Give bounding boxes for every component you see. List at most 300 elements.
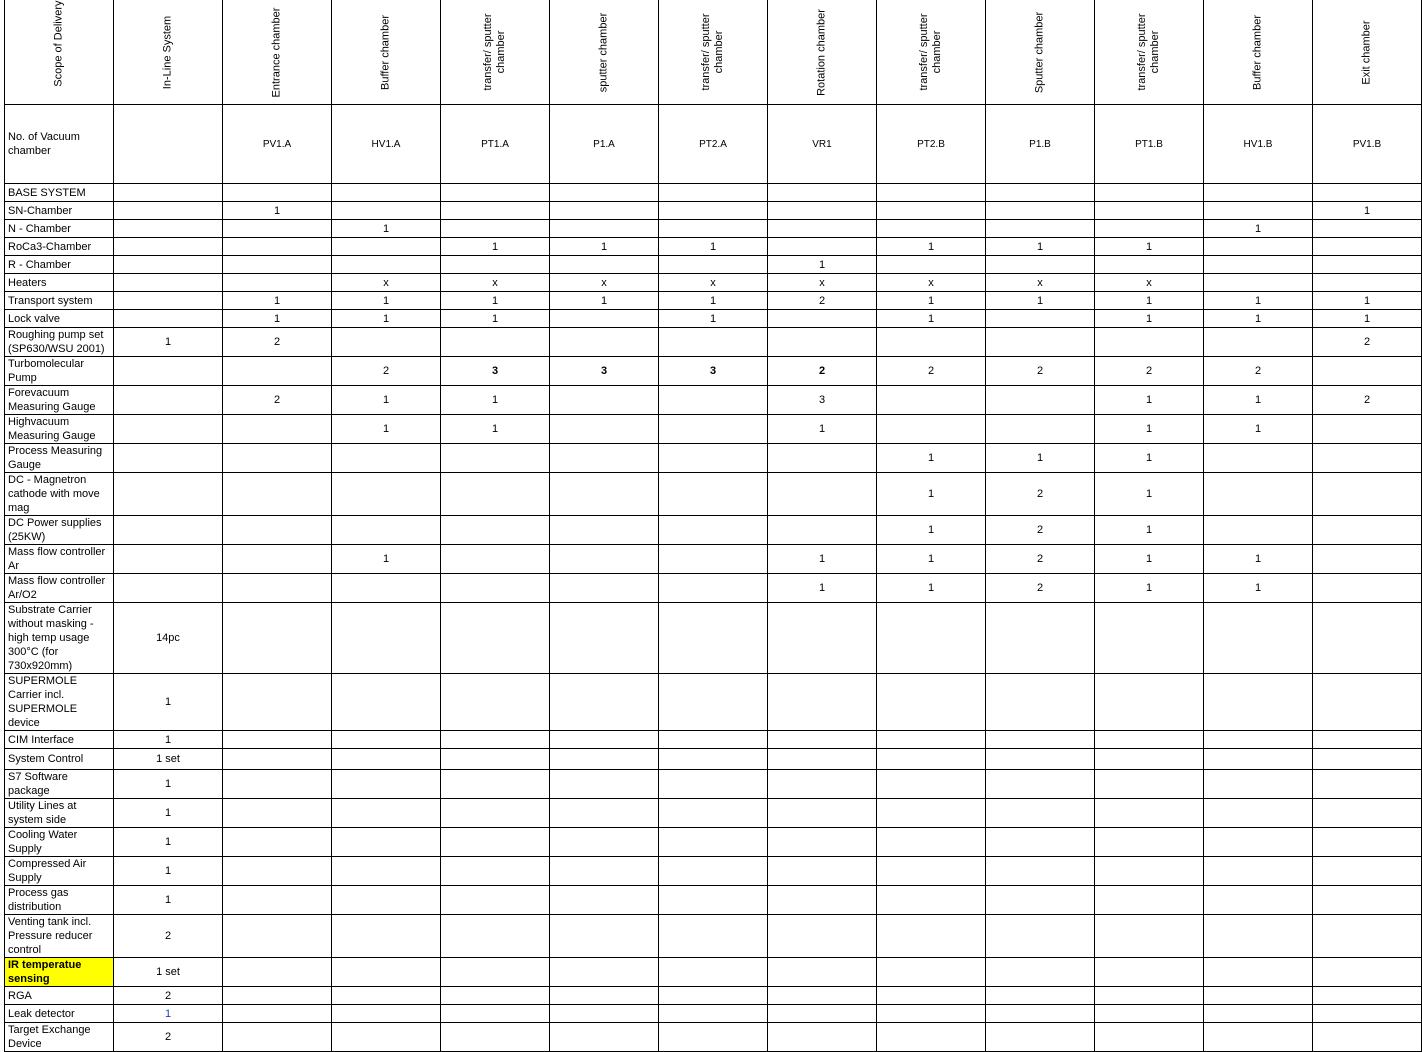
table-cell: 1 — [986, 444, 1095, 473]
table-cell — [659, 220, 768, 238]
table-cell — [1313, 731, 1422, 749]
row-label: Transport system — [5, 292, 114, 310]
table-cell: 1 — [877, 444, 986, 473]
table-cell — [1313, 256, 1422, 274]
table-cell — [659, 828, 768, 857]
vacuum-chamber-code — [114, 105, 223, 184]
table-cell — [1095, 857, 1204, 886]
table-cell: 1 — [441, 386, 550, 415]
row-label: Lock valve — [5, 310, 114, 328]
table-cell — [223, 770, 332, 799]
table-row — [5, 357, 1422, 386]
column-header-10 — [1204, 0, 1313, 105]
table-cell — [550, 857, 659, 886]
table-cell — [1204, 770, 1313, 799]
table-cell — [659, 958, 768, 987]
empty-cell — [986, 184, 1095, 202]
table-cell — [223, 444, 332, 473]
table-cell — [441, 220, 550, 238]
table-cell — [550, 799, 659, 828]
table-row — [5, 238, 1422, 256]
table-cell: 1 — [332, 415, 441, 444]
table-cell — [659, 574, 768, 603]
table-cell: 1 — [1095, 310, 1204, 328]
column-header-label: Rotation chamber — [815, 8, 828, 96]
table-cell: 1 — [1204, 415, 1313, 444]
table-cell — [550, 886, 659, 915]
row-label: Leak detector — [5, 1005, 114, 1023]
table-cell — [550, 603, 659, 674]
table-cell — [986, 603, 1095, 674]
table-cell — [877, 770, 986, 799]
table-cell — [332, 987, 441, 1005]
table-row — [5, 770, 1422, 799]
table-cell — [332, 828, 441, 857]
table-cell: 1 — [223, 292, 332, 310]
table-cell: 1 — [1095, 238, 1204, 256]
table-cell: 2 — [1313, 386, 1422, 415]
column-header-label: Buffer chamber — [1251, 14, 1264, 90]
row-label: Mass flow controller Ar/O2 — [5, 574, 114, 603]
table-row — [5, 828, 1422, 857]
table-row — [5, 1005, 1422, 1023]
table-cell — [877, 202, 986, 220]
table-cell — [332, 674, 441, 731]
table-cell — [332, 749, 441, 770]
row-label: SUPERMOLE Carrier incl. SUPERMOLE device — [5, 674, 114, 731]
table-cell — [441, 256, 550, 274]
table-row — [5, 958, 1422, 987]
table-cell — [659, 202, 768, 220]
table-cell — [659, 473, 768, 516]
table-cell: 1 — [1095, 574, 1204, 603]
table-cell — [223, 516, 332, 545]
table-cell — [332, 473, 441, 516]
column-header-label: transfer/ sputter chamber — [1136, 13, 1161, 91]
table-cell: 2 — [1204, 357, 1313, 386]
table-cell — [223, 958, 332, 987]
table-row — [5, 603, 1422, 674]
scope-of-delivery-label: Scope of Delivery — [52, 0, 65, 87]
table-cell: 2 — [114, 1023, 223, 1052]
table-cell — [1313, 886, 1422, 915]
table-cell: 2 — [877, 357, 986, 386]
row-label: RGA — [5, 987, 114, 1005]
table-cell — [1204, 256, 1313, 274]
empty-cell — [659, 184, 768, 202]
table-cell — [550, 674, 659, 731]
table-cell — [768, 516, 877, 545]
table-cell — [1095, 220, 1204, 238]
table-cell — [1313, 674, 1422, 731]
table-cell — [1095, 603, 1204, 674]
table-cell — [1313, 357, 1422, 386]
table-cell: x — [659, 274, 768, 292]
table-cell — [1204, 274, 1313, 292]
table-cell: 1 — [877, 473, 986, 516]
table-cell: x — [768, 274, 877, 292]
row-label: Utility Lines at system side — [5, 799, 114, 828]
table-cell — [877, 828, 986, 857]
table-row — [5, 545, 1422, 574]
table-cell: 1 — [441, 292, 550, 310]
table-cell — [223, 915, 332, 958]
table-cell: 1 — [1204, 386, 1313, 415]
table-cell — [1204, 328, 1313, 357]
vacuum-chamber-code: PV1.B — [1313, 105, 1422, 184]
table-cell — [441, 749, 550, 770]
table-cell: 1 — [659, 238, 768, 256]
table-cell — [1313, 444, 1422, 473]
table-cell — [223, 749, 332, 770]
table-cell — [114, 574, 223, 603]
table-cell — [659, 674, 768, 731]
table-cell: 1 — [877, 574, 986, 603]
table-cell: x — [550, 274, 659, 292]
table-cell — [550, 1005, 659, 1023]
table-cell — [986, 202, 1095, 220]
table-cell: 2 — [986, 473, 1095, 516]
table-cell — [1204, 958, 1313, 987]
table-cell — [550, 516, 659, 545]
table-cell: 14pc — [114, 603, 223, 674]
table-cell: 1 — [1313, 202, 1422, 220]
table-cell — [768, 202, 877, 220]
table-cell: 2 — [768, 357, 877, 386]
row-label: RoCa3-Chamber — [5, 238, 114, 256]
table-cell — [768, 1023, 877, 1052]
table-cell — [223, 545, 332, 574]
table-cell — [877, 958, 986, 987]
table-cell — [441, 328, 550, 357]
row-label: Mass flow controller Ar — [5, 545, 114, 574]
table-cell — [332, 886, 441, 915]
table-row — [5, 274, 1422, 292]
table-cell — [1204, 987, 1313, 1005]
table-cell — [223, 1023, 332, 1052]
table-cell — [1204, 238, 1313, 256]
table-cell: 1 — [114, 857, 223, 886]
table-cell — [550, 473, 659, 516]
table-cell — [986, 731, 1095, 749]
row-label: DC - Magnetron cathode with move mag — [5, 473, 114, 516]
table-cell — [1095, 731, 1204, 749]
table-cell — [1204, 915, 1313, 958]
table-row — [5, 857, 1422, 886]
table-cell: 1 — [114, 770, 223, 799]
table-cell — [1095, 828, 1204, 857]
table-cell — [1095, 1023, 1204, 1052]
table-cell: 1 — [1204, 574, 1313, 603]
table-cell — [768, 731, 877, 749]
table-row — [5, 987, 1422, 1005]
table-cell — [659, 1005, 768, 1023]
table-cell: 1 — [659, 310, 768, 328]
table-cell — [986, 987, 1095, 1005]
table-cell — [332, 1023, 441, 1052]
table-cell — [114, 274, 223, 292]
table-cell: 2 — [332, 357, 441, 386]
table-cell — [1313, 857, 1422, 886]
row-label: Highvacuum Measuring Gauge — [5, 415, 114, 444]
table-cell — [659, 256, 768, 274]
table-cell: 1 — [1095, 473, 1204, 516]
table-row — [5, 886, 1422, 915]
table-cell: 3 — [550, 357, 659, 386]
table-cell — [768, 958, 877, 987]
table-cell — [877, 1005, 986, 1023]
table-row — [5, 310, 1422, 328]
table-cell — [1095, 202, 1204, 220]
table-cell — [223, 473, 332, 516]
vacuum-chamber-label: No. of Vacuum chamber — [5, 105, 114, 184]
column-header-label: Exit chamber — [1360, 19, 1373, 85]
table-cell: 1 — [1095, 386, 1204, 415]
table-cell — [986, 749, 1095, 770]
table-cell — [1313, 915, 1422, 958]
table-cell — [114, 545, 223, 574]
table-cell — [1095, 328, 1204, 357]
table-cell — [223, 574, 332, 603]
table-cell — [659, 770, 768, 799]
table-row — [5, 574, 1422, 603]
vacuum-chamber-code: PT1.B — [1095, 105, 1204, 184]
table-cell — [550, 987, 659, 1005]
table-cell — [441, 731, 550, 749]
table-cell — [550, 256, 659, 274]
table-cell: 1 — [877, 545, 986, 574]
empty-cell — [223, 184, 332, 202]
row-label: N - Chamber — [5, 220, 114, 238]
table-cell — [986, 799, 1095, 828]
table-cell: 1 — [332, 310, 441, 328]
table-cell — [877, 1023, 986, 1052]
table-cell — [768, 238, 877, 256]
table-cell — [768, 770, 877, 799]
table-cell — [1204, 1005, 1313, 1023]
table-cell: 1 — [332, 386, 441, 415]
table-cell: 1 — [1095, 292, 1204, 310]
table-cell — [550, 220, 659, 238]
table-cell — [986, 1023, 1095, 1052]
table-cell: 1 — [986, 238, 1095, 256]
table-cell: 1 — [768, 545, 877, 574]
table-cell — [768, 328, 877, 357]
table-cell — [550, 545, 659, 574]
column-header-3 — [441, 0, 550, 105]
column-header-label: Buffer chamber — [379, 14, 392, 90]
table-cell — [1313, 473, 1422, 516]
table-cell — [659, 444, 768, 473]
table-row — [5, 749, 1422, 770]
table-cell — [114, 292, 223, 310]
table-cell — [659, 799, 768, 828]
table-cell — [550, 415, 659, 444]
empty-cell — [550, 184, 659, 202]
table-cell — [1095, 749, 1204, 770]
table-cell — [659, 857, 768, 886]
table-cell — [223, 238, 332, 256]
table-cell — [1204, 749, 1313, 770]
table-cell: 1 — [1313, 310, 1422, 328]
vacuum-chamber-code: PT2.A — [659, 105, 768, 184]
table-cell — [659, 603, 768, 674]
table-cell — [986, 386, 1095, 415]
table-cell — [223, 799, 332, 828]
table-cell — [877, 674, 986, 731]
column-header-label: transfer/ sputter chamber — [918, 13, 943, 91]
table-cell — [877, 857, 986, 886]
table-cell: 1 — [114, 886, 223, 915]
vacuum-chamber-code: PT1.A — [441, 105, 550, 184]
table-cell: 1 — [114, 674, 223, 731]
table-cell — [1095, 886, 1204, 915]
table-cell: x — [441, 274, 550, 292]
table-cell: 1 — [659, 292, 768, 310]
table-cell: 2 — [986, 357, 1095, 386]
row-label: Cooling Water Supply — [5, 828, 114, 857]
column-header-0 — [114, 0, 223, 105]
table-cell: 1 — [114, 1005, 223, 1023]
table-cell — [1313, 545, 1422, 574]
table-cell — [1313, 603, 1422, 674]
table-cell — [550, 386, 659, 415]
table-cell — [1204, 473, 1313, 516]
table-cell — [1313, 749, 1422, 770]
table-cell — [1313, 1023, 1422, 1052]
row-label: Forevacuum Measuring Gauge — [5, 386, 114, 415]
table-cell — [768, 749, 877, 770]
row-label: System Control — [5, 749, 114, 770]
column-header-7 — [877, 0, 986, 105]
table-cell — [1313, 958, 1422, 987]
table-cell — [659, 987, 768, 1005]
table-cell: 1 — [550, 238, 659, 256]
table-cell: 1 — [223, 310, 332, 328]
table-cell — [114, 220, 223, 238]
table-cell — [768, 603, 877, 674]
table-row — [5, 915, 1422, 958]
table-cell: 1 — [768, 256, 877, 274]
table-cell — [223, 886, 332, 915]
table-cell: 1 — [332, 545, 441, 574]
table-cell — [986, 310, 1095, 328]
row-label: Target Exchange Device — [5, 1023, 114, 1052]
table-cell — [1313, 574, 1422, 603]
table-cell — [1313, 415, 1422, 444]
table-cell: 1 — [114, 828, 223, 857]
table-cell — [441, 828, 550, 857]
table-cell — [659, 516, 768, 545]
table-cell — [550, 1023, 659, 1052]
table-cell — [550, 444, 659, 473]
table-cell — [1313, 1005, 1422, 1023]
table-cell — [1095, 958, 1204, 987]
table-cell — [659, 749, 768, 770]
table-cell — [441, 886, 550, 915]
row-label: Process Measuring Gauge — [5, 444, 114, 473]
table-cell — [659, 1023, 768, 1052]
table-cell: 2 — [1095, 357, 1204, 386]
table-cell — [441, 1023, 550, 1052]
table-cell — [441, 444, 550, 473]
vacuum-chamber-row — [5, 105, 1422, 184]
column-header-5 — [659, 0, 768, 105]
table-cell — [332, 603, 441, 674]
table-cell: x — [877, 274, 986, 292]
table-cell — [768, 444, 877, 473]
column-header-11 — [1313, 0, 1422, 105]
table-cell — [768, 799, 877, 828]
table-row — [5, 674, 1422, 731]
table-cell — [1313, 799, 1422, 828]
table-cell — [659, 731, 768, 749]
table-cell: 1 — [768, 415, 877, 444]
table-cell — [223, 1005, 332, 1023]
table-cell — [659, 915, 768, 958]
table-cell — [114, 516, 223, 545]
table-row — [5, 516, 1422, 545]
vacuum-chamber-code: P1.A — [550, 105, 659, 184]
table-cell — [223, 415, 332, 444]
table-cell — [1204, 828, 1313, 857]
table-cell — [1204, 444, 1313, 473]
table-cell — [332, 444, 441, 473]
table-cell: 1 set — [114, 958, 223, 987]
table-row — [5, 386, 1422, 415]
table-cell: 1 — [114, 328, 223, 357]
table-cell — [659, 545, 768, 574]
table-cell: 1 — [223, 202, 332, 220]
table-cell: 2 — [768, 292, 877, 310]
table-cell — [441, 958, 550, 987]
table-cell: 1 — [441, 415, 550, 444]
table-cell — [768, 220, 877, 238]
scope-of-delivery-table — [4, 0, 1422, 1052]
vacuum-chamber-code: P1.B — [986, 105, 1095, 184]
table-cell: 2 — [223, 386, 332, 415]
table-cell — [332, 857, 441, 886]
table-cell — [441, 770, 550, 799]
table-cell — [1313, 987, 1422, 1005]
table-cell — [1095, 770, 1204, 799]
table-cell — [441, 857, 550, 886]
column-header-6 — [768, 0, 877, 105]
table-cell — [114, 238, 223, 256]
row-label: Substrate Carrier without masking - high temp usage 300°C (for 730x920mm) — [5, 603, 114, 674]
table-cell — [877, 386, 986, 415]
table-cell — [659, 386, 768, 415]
table-cell — [768, 828, 877, 857]
table-cell — [223, 603, 332, 674]
empty-cell — [441, 184, 550, 202]
table-cell — [441, 987, 550, 1005]
table-cell — [332, 202, 441, 220]
table-cell — [768, 674, 877, 731]
table-cell — [332, 770, 441, 799]
table-cell — [986, 770, 1095, 799]
table-cell: 2 — [986, 516, 1095, 545]
table-cell — [986, 886, 1095, 915]
table-cell — [877, 415, 986, 444]
table-cell: 1 — [332, 220, 441, 238]
table-cell: 1 — [1204, 545, 1313, 574]
table-cell: 1 — [986, 292, 1095, 310]
table-cell: 1 — [1204, 292, 1313, 310]
table-row — [5, 1023, 1422, 1052]
table-cell: 2 — [114, 915, 223, 958]
table-cell — [441, 603, 550, 674]
